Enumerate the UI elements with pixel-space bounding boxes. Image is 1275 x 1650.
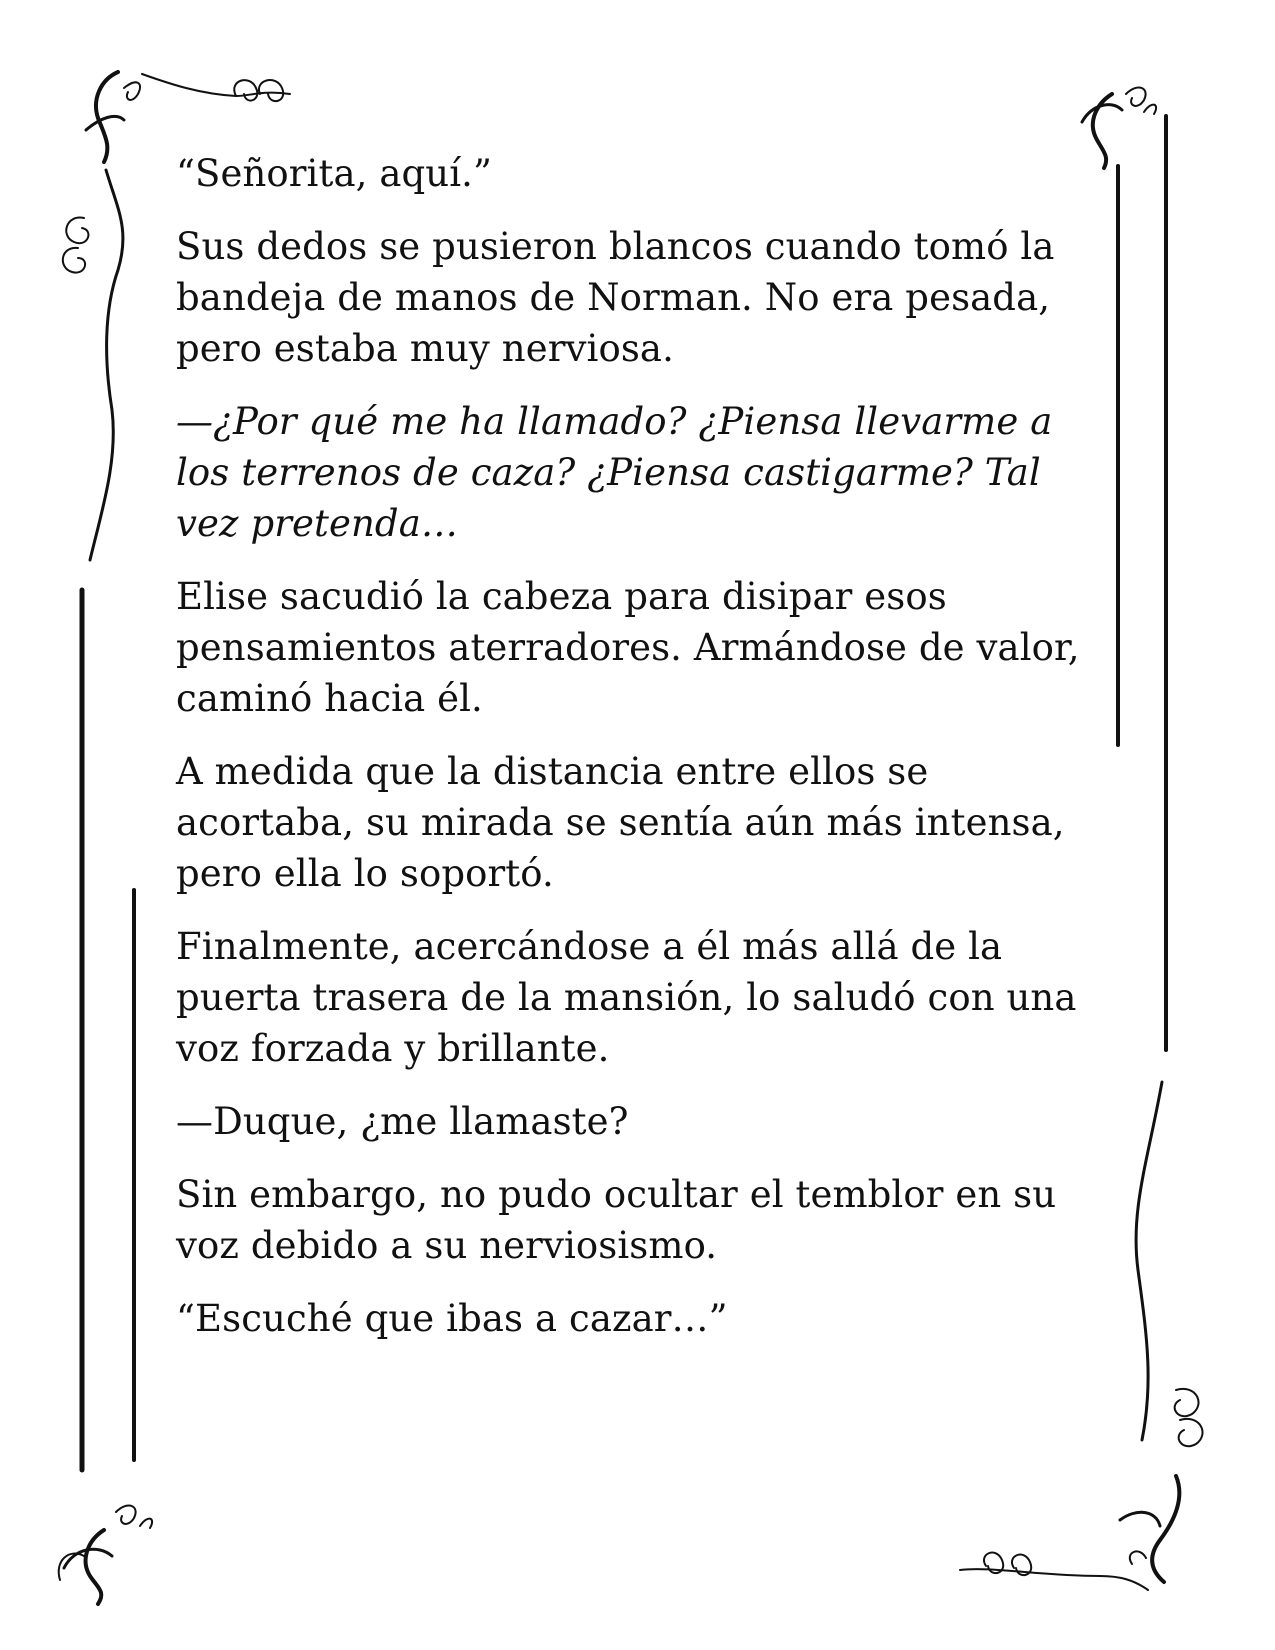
paragraph-3-italic-thought: —¿Por qué me ha llamado? ¿Piensa llevarme a los terrenos de caza? ¿Piensa castigarme? Tal vez pretenda… bbox=[176, 400, 1053, 545]
paragraph-4: Elise sacudió la cabeza para disipar esos pensamientos aterradores. Armándose de valor, caminó hacia él. bbox=[176, 575, 1080, 720]
paragraph-6: Finalmente, acercándose a él más allá de la puerta trasera de la mansión, lo saludó con una voz forzada y brillante. bbox=[176, 925, 1077, 1070]
paragraph-2: Sus dedos se pusieron blancos cuando tomó la bandeja de manos de Norman. No era pesada, pero estaba muy nerviosa. bbox=[176, 225, 1055, 370]
bottom-left-flourish-icon bbox=[59, 1505, 152, 1604]
paragraph-7: —Duque, ¿me llamaste? bbox=[176, 1100, 629, 1143]
paragraph-9: “Escuché que ibas a cazar…” bbox=[176, 1297, 728, 1340]
paragraph-5: A medida que la distancia entre ellos se acortaba, su mirada se sentía aún más intensa, pero ella lo soportó. bbox=[176, 750, 1065, 895]
paragraph-8: Sin embargo, no pudo ocultar el temblor en su voz debido a su nerviosismo. bbox=[176, 1173, 1057, 1267]
story-text bbox=[176, 148, 1111, 1366]
paragraph-1: “Señorita, aquí.” bbox=[176, 152, 493, 195]
